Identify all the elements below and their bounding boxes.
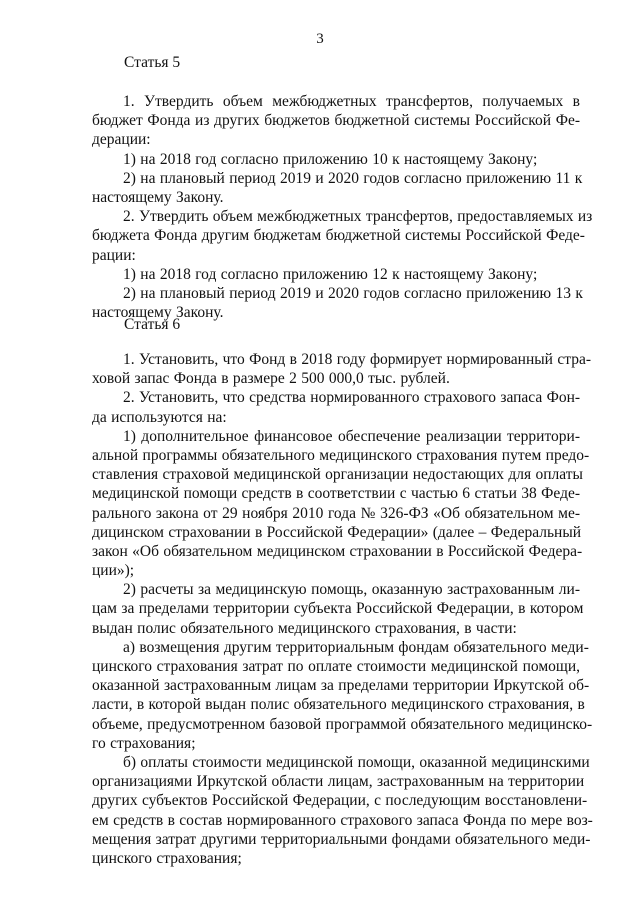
text-line: 1) на 2018 год согласно приложению 12 к настоящему Закону; — [123, 265, 538, 283]
text-line: ласти, в которой выдан полис обязательного медицинского страхования, в — [92, 696, 585, 714]
text-line: 1) дополнительное финансовое обеспечение реализации территори- — [123, 427, 580, 445]
text-line: 2. Утвердить объем межбюджетных трансфертов, предоставляемых из — [123, 208, 593, 226]
text-line: ховой запас Фонда в размере 2 500 000,0 тыс. рублей. — [92, 370, 450, 388]
article-6-heading: Статья 6 — [124, 316, 181, 333]
text-line: да используются на: — [92, 408, 227, 426]
text-line: цинского страхования; — [92, 849, 242, 867]
text-line: а) возмещения другим территориальным фондам обязательного меди- — [123, 638, 589, 656]
text-line: других субъектов Российской Федерации, с последующим восстановлени- — [92, 792, 588, 810]
text-line: 2) на плановый период 2019 и 2020 годов согласно приложению 13 к — [123, 284, 583, 302]
text-line: выдан полис обязательного медицинского страхования, в части: — [92, 619, 517, 637]
text-line: объеме, предусмотренном базовой программой обязательного медицинско- — [92, 715, 593, 733]
text-line: ции»); — [92, 562, 135, 580]
text-line: бюджет Фонда из других бюджетов бюджетной системы Российской Фе- — [92, 112, 580, 130]
text-line: рального закона от 29 ноября 2010 года № 326-ФЗ «Об обязательном ме- — [92, 504, 580, 522]
text-line: дерации: — [92, 131, 151, 149]
text-line: настоящему Закону. — [92, 188, 224, 206]
article-5-body — [92, 92, 593, 322]
text-line: 2) на плановый период 2019 и 2020 годов согласно приложению 11 к — [123, 169, 583, 187]
text-line: 1) на 2018 год согласно приложению 10 к настоящему Закону; — [123, 150, 538, 168]
text-line: оказанной застрахованным лицам за пределами территории Иркутской об- — [92, 677, 590, 695]
text-line: рации: — [92, 246, 136, 264]
text-line: организациями Иркутской области лицам, застрахованным на территории — [92, 773, 585, 791]
text-line: дицинском страховании в Российской Федерации» (далее – Федеральный — [92, 523, 582, 541]
article-6-body — [92, 350, 593, 868]
page-number: 3 — [316, 31, 324, 47]
text-line: 1. Утвердить объем межбюджетных трансфертов, получаемых в — [123, 93, 580, 110]
text-line: ем средств в состав нормированного страхового запаса Фонда по мере воз- — [92, 811, 593, 829]
text-line: цинского страхования затрат по оплате стоимости медицинской помощи, — [92, 658, 580, 675]
text-line: закон «Об обязательном медицинском страховании в Российской Федера- — [92, 542, 583, 560]
text-line: настоящему Закону. — [92, 304, 224, 322]
text-line: цам за пределами территории субъекта Российской Федерации, в котором — [92, 600, 584, 618]
text-line: медицинской помощи средств в соответствии с частью 6 статьи 38 Феде- — [92, 485, 580, 503]
text-line: бюджета Фонда другим бюджетам бюджетной системы Российской Феде- — [92, 227, 585, 245]
text-line: 2) расчеты за медицинскую помощь, оказанную застрахованным ли- — [123, 581, 580, 599]
text-line: мещения затрат другими территориальными фондами обязательного меди- — [92, 830, 591, 848]
text-line: б) оплаты стоимости медицинской помощи, оказанной медицинскими — [123, 753, 590, 771]
text-line: 2. Установить, что средства нормированного страхового запаса Фон- — [123, 389, 581, 407]
text-line: 1. Установить, что Фонд в 2018 году формирует нормированный стра- — [123, 351, 591, 368]
text-line: ставления страховой медицинской организации недостающих для оплаты — [92, 466, 583, 484]
text-line: го страхования; — [92, 734, 196, 752]
article-5-heading: Статья 5 — [124, 54, 181, 71]
text-line: альной программы обязательного медицинского страхования путем предо- — [92, 446, 590, 464]
